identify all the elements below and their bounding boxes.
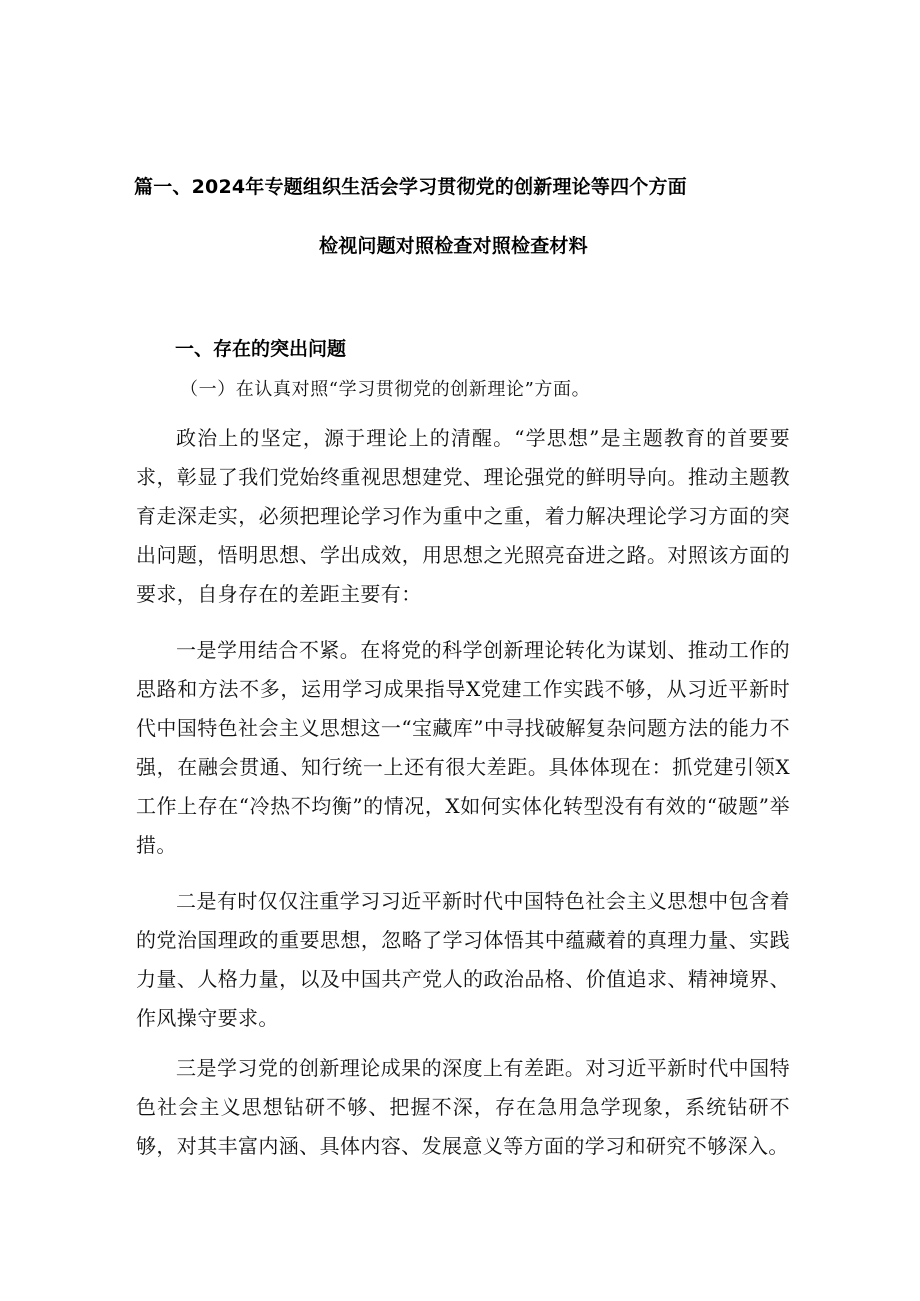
body-paragraph-2: 一是学用结合不紧。在将党的科学创新理论转化为谋划、推动工作的思路和方法不多，运用学习成果指导X党建工作实践不够，从习近平新时代中国特色社会主义思想这一“宝藏库”中寻找破解复杂问题方法的能力不强，在融会贯通、知行统一上还有很大差距。具体体现在：抓党建引领X工作上存在“冷热不均衡”的情况，X如何实体化转型没有有效的“破题”举措。 <box>136 638 790 857</box>
body-paragraph-3: 二是有时仅仅注重学习习近平新时代中国特色社会主义思想中包含着的党治国理政的重要思想，忽略了学习体悟其中蕴藏着的真理力量、实践力量、人格力量，以及中国共产党人的政治品格、价值追求、精神境界、作风操守要求。 <box>136 889 790 1030</box>
document-title-line-1: 篇一、2024年专题组织生活会学习贯彻党的创新理论等四个方面 <box>134 176 687 198</box>
document-title-line-2: 检视问题对照检查对照检查材料 <box>319 235 588 257</box>
subsection-heading: （一）在认真对照“学习贯彻党的创新理论”方面。 <box>180 379 591 400</box>
body-paragraph-1: 政治上的坚定，源于理论上的清醒。“学思想”是主题教育的首要要求，彰显了我们党始终重视思想建党、理论强党的鲜明导向。推动主题教育走深走实，必须把理论学习作为重中之重，着力解决理论学习方面的突出问题，悟明思想、学出成效，用思想之光照亮奋进之路。对照该方面的要求，自身存在的差距主要有： <box>136 426 790 606</box>
section-heading: 一、存在的突出问题 <box>175 338 347 360</box>
body-paragraph-4: 三是学习党的创新理论成果的深度上有差距。对习近平新时代中国特色社会主义思想钻研不够、把握不深，存在急用急学现象，系统钻研不够，对其丰富内涵、具体内容、发展意义等方面的学习和研究不够深入。 <box>136 1056 790 1158</box>
